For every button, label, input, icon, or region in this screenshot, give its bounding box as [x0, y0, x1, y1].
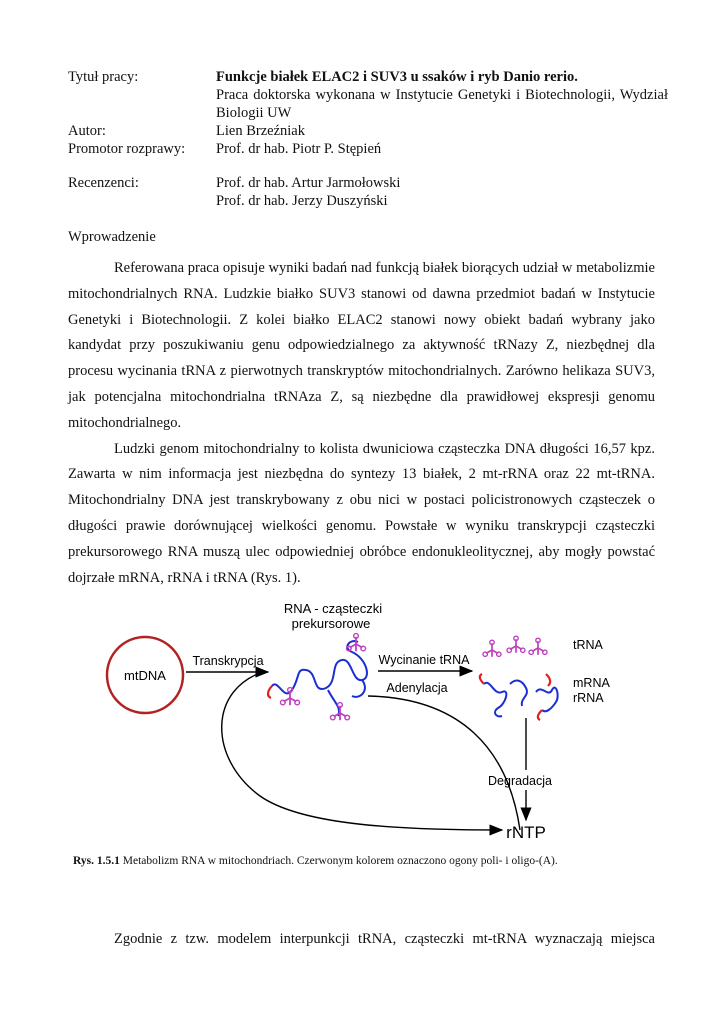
mature-tail-2 — [546, 674, 550, 686]
paragraph-2: Ludzki genom mitochondrialny to kolista dwuniciowa cząsteczka DNA długości 16,57 kpz. Zawarta w nim informacja jest niezbędna do syntezy 13 białek, 2 mt-rRNA oraz 22 mt-tRNA. Mitochondrialny DNA jest transkrybowany z obu nici w postaci policistronowych cząsteczek o długości prawie dorównującej wielkości genomu. Powstałe w wyniku transkrypcji cząsteczki prekursorowego RNA muszą ulec odpowiedniej obróbce endonukleolitycznej, aby mogły powstać dojrzałe mRNA, rRNA i tRNA (Rys. 1). — [68, 440, 655, 586]
mature-rna-3 — [536, 688, 558, 712]
precursor-rna-2 — [328, 680, 365, 716]
rntp-label: rNTP — [506, 823, 546, 842]
precursor-label-1: RNA - cząsteczki — [283, 601, 383, 616]
intro-heading: Wprowadzenie — [68, 229, 156, 245]
transcription-label: Transkrypcja — [192, 654, 264, 668]
rrna-label: rRNA — [573, 691, 604, 705]
body-text — [68, 256, 655, 591]
author-label: Autor: — [68, 123, 106, 139]
trna-label: tRNA — [573, 638, 603, 652]
thesis-metadata — [68, 68, 668, 210]
thesis-title: Funkcje białek ELAC2 i SUV3 u ssaków i ryb Danio rerio. — [216, 69, 578, 85]
paragraph-3-start: Zgodnie z tzw. modelem interpunkcji tRNA, cząsteczki mt-tRNA wyznaczają miejsca — [114, 931, 655, 947]
precursor-trna-2 — [330, 703, 349, 721]
mrna-label: mRNA — [573, 676, 610, 690]
precursor-label-2: prekursorowe — [291, 616, 371, 631]
mature-tail-3 — [538, 710, 542, 720]
paragraph-1: Referowana praca opisuje wyniki badań nad funkcją białek biorących udział w metabolizmie mitochondrialnych RNA. Ludzkie białko SUV3 stanowi od dawna przedmiot badań w Instytucie Genetyki i Biotechnologii. Z kolei białko ELAC2 stanowi nowy obiekt badań wybrany jako kandydat przy poszukiwaniu genu odpowiedzialnego za aktywność tRNazy Z, niezbędnej dla procesu wycinania tRNA z pierwotnych transkryptów mitochondrialnych. Zarówno helikaza SUV3, jak potencjalna mitochondrialna tRNAza Z, są niezbędne dla prawidłowej ekspresji genomu mitochondrialnego. — [68, 260, 655, 431]
mature-rna-1 — [484, 683, 506, 717]
degradation-label: Degradacja — [488, 774, 552, 788]
mature-rna-2 — [510, 681, 527, 706]
precursor-rna — [272, 641, 367, 693]
rna-metabolism-figure — [90, 598, 630, 844]
author-value: Lien Brzeźniak — [216, 123, 305, 139]
reviewers-label: Recenzenci: — [68, 175, 139, 191]
excision-label: Wycinanie tRNA — [378, 653, 470, 667]
adenylation-label: Adenylacja — [386, 681, 448, 695]
caption-text: Metabolizm RNA w mitochondriach. Czerwonym kolorem oznaczono ogony poli- i oligo-(A). — [119, 855, 558, 867]
reviewer-2: Prof. dr hab. Jerzy Duszyński — [216, 193, 388, 209]
mature-trna-2 — [507, 636, 525, 653]
precursor-tail — [268, 686, 272, 698]
mature-trna-3 — [529, 638, 547, 655]
figure-caption — [73, 854, 673, 868]
caption-label: Rys. 1.5.1 — [73, 855, 120, 867]
mtdna-label: mtDNA — [124, 668, 166, 683]
mature-tail-1 — [480, 674, 484, 684]
title-label: Tytuł pracy: — [68, 69, 139, 85]
promotor-label: Promotor rozprawy: — [68, 141, 186, 157]
reviewer-1: Prof. dr hab. Artur Jarmołowski — [216, 175, 401, 191]
thesis-note: Praca doktorska wykonana w Instytucie Genetyki i Biotechnologii, Wydział Biologii UW — [216, 87, 668, 121]
promotor-value: Prof. dr hab. Piotr P. Stępień — [216, 141, 382, 157]
mature-trna-1 — [483, 640, 501, 657]
